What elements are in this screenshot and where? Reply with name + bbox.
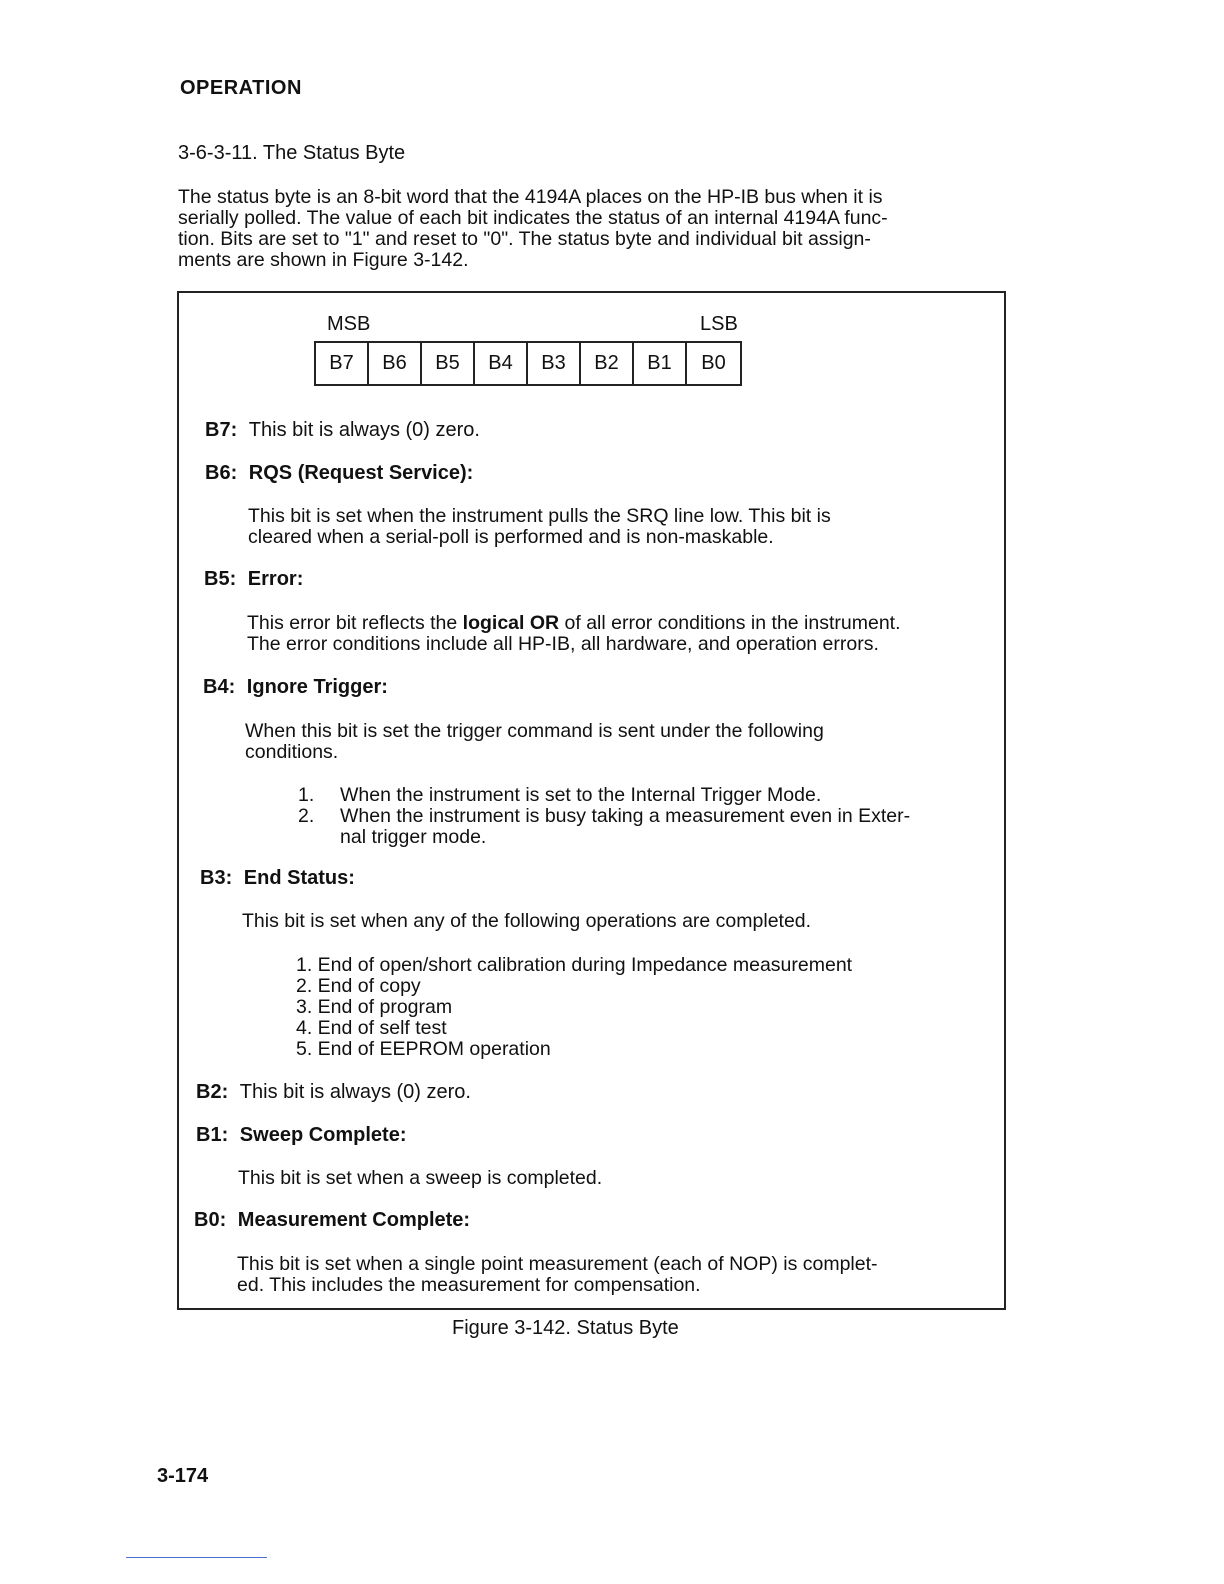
figure-caption: Figure 3-142. Status Byte	[452, 1317, 679, 1339]
list-item	[298, 785, 1008, 806]
footer-rule	[126, 1557, 267, 1558]
list-item: 2. End of copy	[296, 975, 421, 997]
bit-cell-b0: B0	[701, 352, 726, 374]
b5-line-1	[247, 613, 1009, 634]
intro-line: ments are shown in Figure 3-142.	[178, 249, 469, 271]
b0-line: This bit is set when a single point measurement (each of NOP) is complet-	[237, 1253, 878, 1275]
b0-heading	[194, 1210, 470, 1231]
b6-label: B6:	[205, 462, 238, 484]
bit-cell-b3: B3	[528, 343, 581, 384]
b6-description	[248, 506, 1010, 548]
list-item-text: When the instrument is busy taking a measurement even in Exter-	[340, 805, 911, 827]
b2-text: This bit is always (0) zero.	[239, 1081, 471, 1103]
intro-paragraph	[178, 187, 1018, 271]
b6-heading	[205, 463, 473, 484]
list-item	[298, 827, 1008, 848]
b4-heading	[203, 677, 388, 698]
b1-label: B1:	[196, 1124, 229, 1146]
b5-line-2: The error conditions include all HP-IB, all hardware, and operation errors.	[247, 633, 879, 655]
b7-label: B7:	[205, 419, 238, 441]
bit-cell-b1: B1	[634, 343, 687, 384]
list-item: 1. End of open/short calibration during Impedance measurement	[296, 954, 853, 976]
b5-title: Error:	[247, 568, 304, 590]
list-item-number: 2.	[298, 805, 315, 827]
b7-text: This bit is always (0) zero.	[248, 419, 480, 441]
status-byte-diagram	[314, 341, 742, 386]
b0-line: ed. This includes the measurement for compensation.	[237, 1274, 701, 1296]
section-title: 3-6-3-11. The Status Byte	[178, 142, 406, 164]
b3-label: B3:	[200, 867, 233, 889]
b0-description	[237, 1254, 997, 1296]
b3-operations-list	[296, 955, 852, 1060]
list-item-text: When the instrument is set to the Internal Trigger Mode.	[340, 784, 822, 806]
b5-logical-or: logical OR	[462, 612, 560, 634]
b1-title: Sweep Complete:	[239, 1124, 407, 1146]
b4-label: B4:	[203, 676, 236, 698]
intro-line: The status byte is an 8-bit word that the 4194A places on the HP-IB bus when it is	[178, 186, 883, 208]
b3-description: This bit is set when any of the following operations are completed.	[242, 910, 812, 932]
b3-title: End Status:	[243, 867, 355, 889]
b4-conditions-list	[298, 785, 1008, 848]
bit-cell-b6: B6	[369, 343, 422, 384]
b4-description	[245, 721, 1007, 763]
b1-description: This bit is set when a sweep is completed.	[238, 1167, 603, 1189]
list-item: 3. End of program	[296, 996, 453, 1018]
b5-heading	[204, 569, 303, 590]
b3-heading	[200, 868, 355, 889]
b0-title: Measurement Complete:	[237, 1209, 471, 1231]
list-item	[298, 806, 1008, 827]
bit-cell-b2: B2	[581, 343, 634, 384]
list-item-text: nal trigger mode.	[340, 826, 487, 848]
bit-cell-b4: B4	[475, 343, 528, 384]
b6-line: This bit is set when the instrument pulls the SRQ line low. This bit is	[248, 505, 831, 527]
b4-line: conditions.	[245, 741, 339, 763]
intro-line: serially polled. The value of each bit indicates the status of an internal 4194A func-	[178, 207, 888, 229]
b2-label: B2:	[196, 1081, 229, 1103]
b5-description	[247, 613, 1009, 655]
b6-title: RQS (Request Service):	[248, 462, 474, 484]
b5-label: B5:	[204, 568, 237, 590]
list-item: 5. End of EEPROM operation	[296, 1038, 551, 1060]
list-item: 4. End of self test	[296, 1017, 447, 1039]
b0-label: B0:	[194, 1209, 227, 1231]
list-item-number: 1.	[298, 784, 315, 806]
b2-entry	[196, 1082, 471, 1103]
page-number: 3-174	[157, 1465, 209, 1487]
bit-cell-b5: B5	[422, 343, 475, 384]
b4-title: Ignore Trigger:	[246, 676, 388, 698]
b6-line: cleared when a serial-poll is performed and is non-maskable.	[248, 526, 774, 548]
b1-heading	[196, 1125, 407, 1146]
b4-line: When this bit is set the trigger command is sent under the following	[245, 720, 824, 742]
lsb-label: LSB	[700, 313, 738, 335]
b7-entry	[205, 420, 480, 441]
b5-line-1-pre: This error bit reflects the	[247, 612, 463, 634]
msb-label: MSB	[327, 313, 371, 335]
intro-line: tion. Bits are set to "1" and reset to "0". The status byte and individual bit assign-	[178, 228, 871, 250]
page-header: OPERATION	[180, 77, 302, 99]
bit-cell-b7: B7	[316, 343, 369, 384]
b5-line-1-post: of all error conditions in the instrument.	[559, 612, 901, 634]
